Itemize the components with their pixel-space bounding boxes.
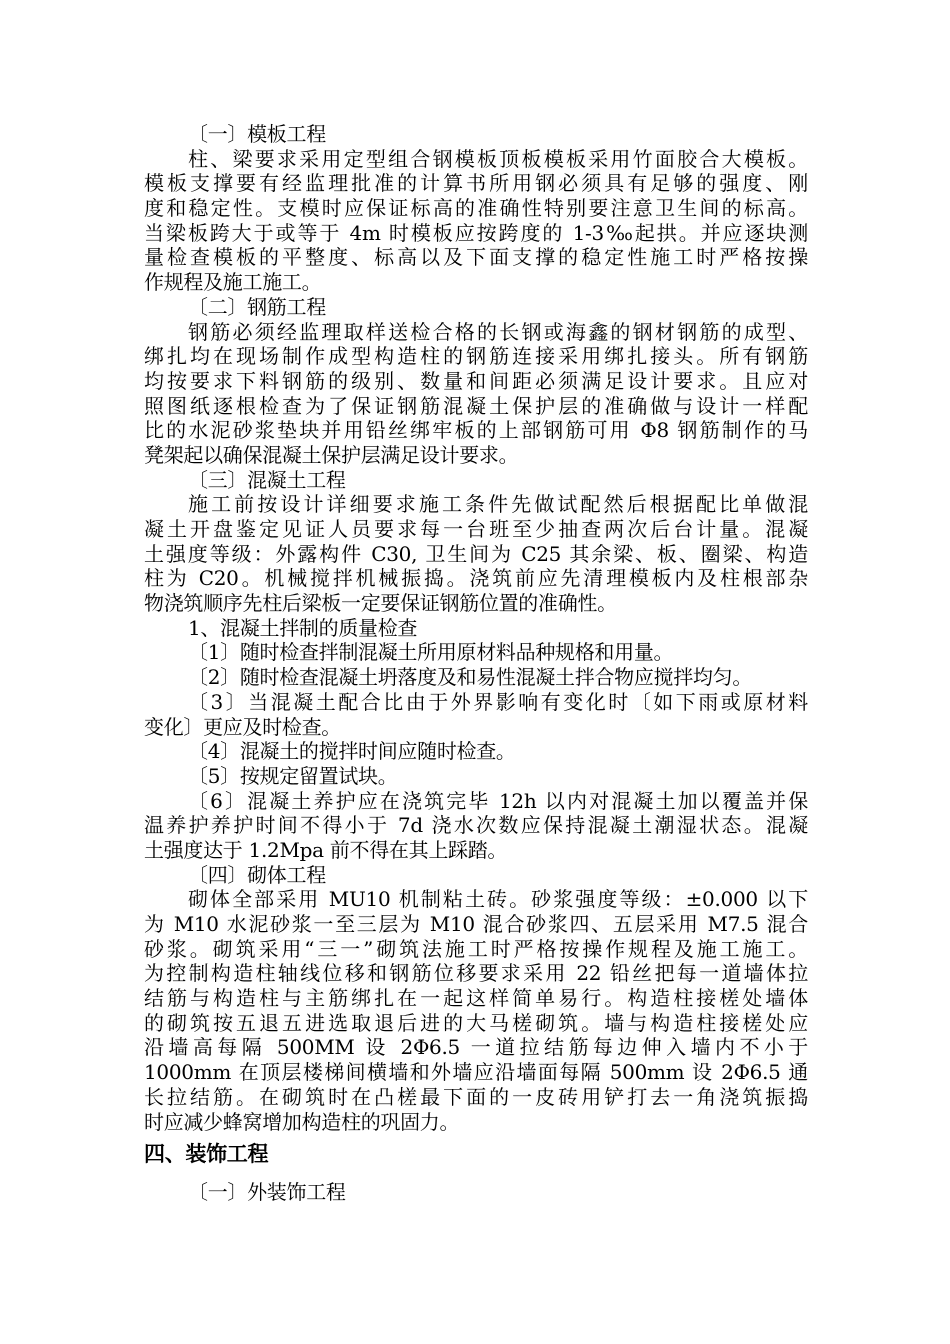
paragraph-line: 均按要求下料钢筋的级别、数量和间距必须满足设计要求。且应对 bbox=[144, 368, 808, 393]
paragraph-line: 钢筋必须经监理取样送检合格的长钢或海鑫的钢材钢筋的成型、 bbox=[188, 319, 808, 344]
section-title-rebar: 〔二〕钢筋工程 bbox=[188, 294, 326, 319]
paragraph-line: 当梁板跨大于或等于 4m 时模板应按跨度的 1-3‰起拱。并应逐块测 bbox=[144, 220, 808, 245]
section-title-exterior: 〔一〕外装饰工程 bbox=[188, 1180, 346, 1205]
list-item-continuation: 土强度达于 1.2Mpa 前不得在其上踩踏。 bbox=[144, 837, 508, 862]
paragraph-line: 凳架起以确保混凝土保护层满足设计要求。 bbox=[144, 442, 519, 467]
paragraph-line: 沿墙高每隔 500MM 设 2Φ6.5 一道拉结筋每边伸入墙内不小于 bbox=[144, 1035, 808, 1060]
list-item: 〔6〕混凝土养护应在浇筑完毕 12h 以内对混凝土加以覆盖并保 bbox=[188, 788, 808, 813]
paragraph-line: 砌体全部采用 MU10 机制粘土砖。砂浆强度等级：±0.000 以下 bbox=[188, 887, 808, 912]
paragraph-line: 长拉结筋。在砌筑时在凸槎最下面的一皮砖用铲打去一角浇筑振捣 bbox=[144, 1084, 808, 1109]
paragraph-line: 的砌筑按五退五进选取退后进的大马槎砌筑。墙与构造柱接槎处应 bbox=[144, 1010, 808, 1035]
chapter-heading: 四、装饰工程 bbox=[144, 1142, 269, 1167]
list-item-continuation: 温养护养护时间不得小于 7d 浇水次数应保持混凝土潮湿状态。混凝 bbox=[144, 813, 808, 838]
paragraph-line: 作规程及施工施工。 bbox=[144, 270, 322, 295]
paragraph-line: 为 M10 水泥砂浆一至三层为 M10 混合砂浆四、五层采用 M7.5 混合 bbox=[144, 912, 808, 936]
section-title-formwork: 〔一〕模板工程 bbox=[188, 122, 326, 146]
paragraph-line: 时应减少蜂窝增加构造柱的巩固力。 bbox=[144, 1109, 460, 1134]
paragraph-line: 凝土开盘鉴定见证人员要求每一台班至少抽查两次后台计量。混凝 bbox=[144, 517, 808, 541]
paragraph-line: 比的水泥砂浆垫块并用铅丝绑牢板的上部钢筋可用 Φ8 钢筋制作的马 bbox=[144, 418, 808, 443]
paragraph-line: 砂浆。砌筑采用“三一”砌筑法施工时严格按操作规程及施工施工。 bbox=[144, 936, 808, 961]
subsection-title: 1、混凝土拌制的质量检查 bbox=[188, 615, 418, 640]
list-item-continuation: 变化〕更应及时检查。 bbox=[144, 714, 341, 739]
document-page bbox=[144, 122, 808, 1205]
paragraph-line: 物浇筑顺序先柱后梁板一定要保证钢筋位置的准确性。 bbox=[144, 591, 617, 616]
paragraph-line: 结筋与构造柱与主筋绑扎在一起这样简单易行。构造柱接槎处墙体 bbox=[144, 986, 808, 1011]
paragraph-line: 1000mm 在顶层楼梯间横墙和外墙应沿墙面每隔 500mm 设 2Φ6.5 通 bbox=[144, 1060, 808, 1085]
list-item: 〔4〕混凝土的搅拌时间应随时检查。 bbox=[188, 739, 516, 764]
paragraph-line: 为控制构造柱轴线位移和钢筋位移要求采用 22 铅丝把每一道墙体拉 bbox=[144, 961, 808, 986]
paragraph-line: 度和稳定性。支模时应保证标高的准确性特别要注意卫生间的标高。 bbox=[144, 196, 808, 221]
paragraph-line: 绑扎均在现场制作成型构造柱的钢筋连接采用绑扎接头。所有钢筋 bbox=[144, 344, 808, 369]
list-item: 〔5〕按规定留置试块。 bbox=[188, 763, 398, 788]
list-item: 〔3〕当混凝土配合比由于外界影响有变化时〔如下雨或原材料 bbox=[188, 689, 808, 714]
paragraph-line: 模板支撑要有经监理批准的计算书所用钢必须具有足够的强度、刚 bbox=[144, 171, 808, 196]
list-item: 〔1〕随时检查拌制混凝土所用原材料品种规格和用量。 bbox=[188, 640, 674, 665]
list-item: 〔2〕随时检查混凝土坍落度及和易性混凝土拌合物应搅拌均匀。 bbox=[188, 665, 753, 690]
paragraph-line: 照图纸逐根检查为了保证钢筋混凝土保护层的准确做与设计一样配 bbox=[144, 393, 808, 418]
section-title-masonry: 〔四〕砌体工程 bbox=[188, 862, 326, 887]
section-title-concrete: 〔三〕混凝土工程 bbox=[188, 467, 346, 492]
paragraph-line: 柱为 C20。机械搅拌机械振捣。浇筑前应先清理模板内及柱根部杂 bbox=[144, 566, 808, 591]
paragraph-line: 土强度等级：外露构件 C30, 卫生间为 C25 其余梁、板、圈梁、构造 bbox=[144, 541, 808, 566]
paragraph-line: 柱、梁要求采用定型组合钢模板顶板模板采用竹面胶合大模板。 bbox=[188, 146, 808, 171]
paragraph-line: 施工前按设计详细要求施工条件先做试配然后根据配比单做混 bbox=[188, 492, 808, 517]
paragraph-line: 量检查模板的平整度、标高以及下面支撑的稳定性施工时严格按操 bbox=[144, 245, 808, 270]
